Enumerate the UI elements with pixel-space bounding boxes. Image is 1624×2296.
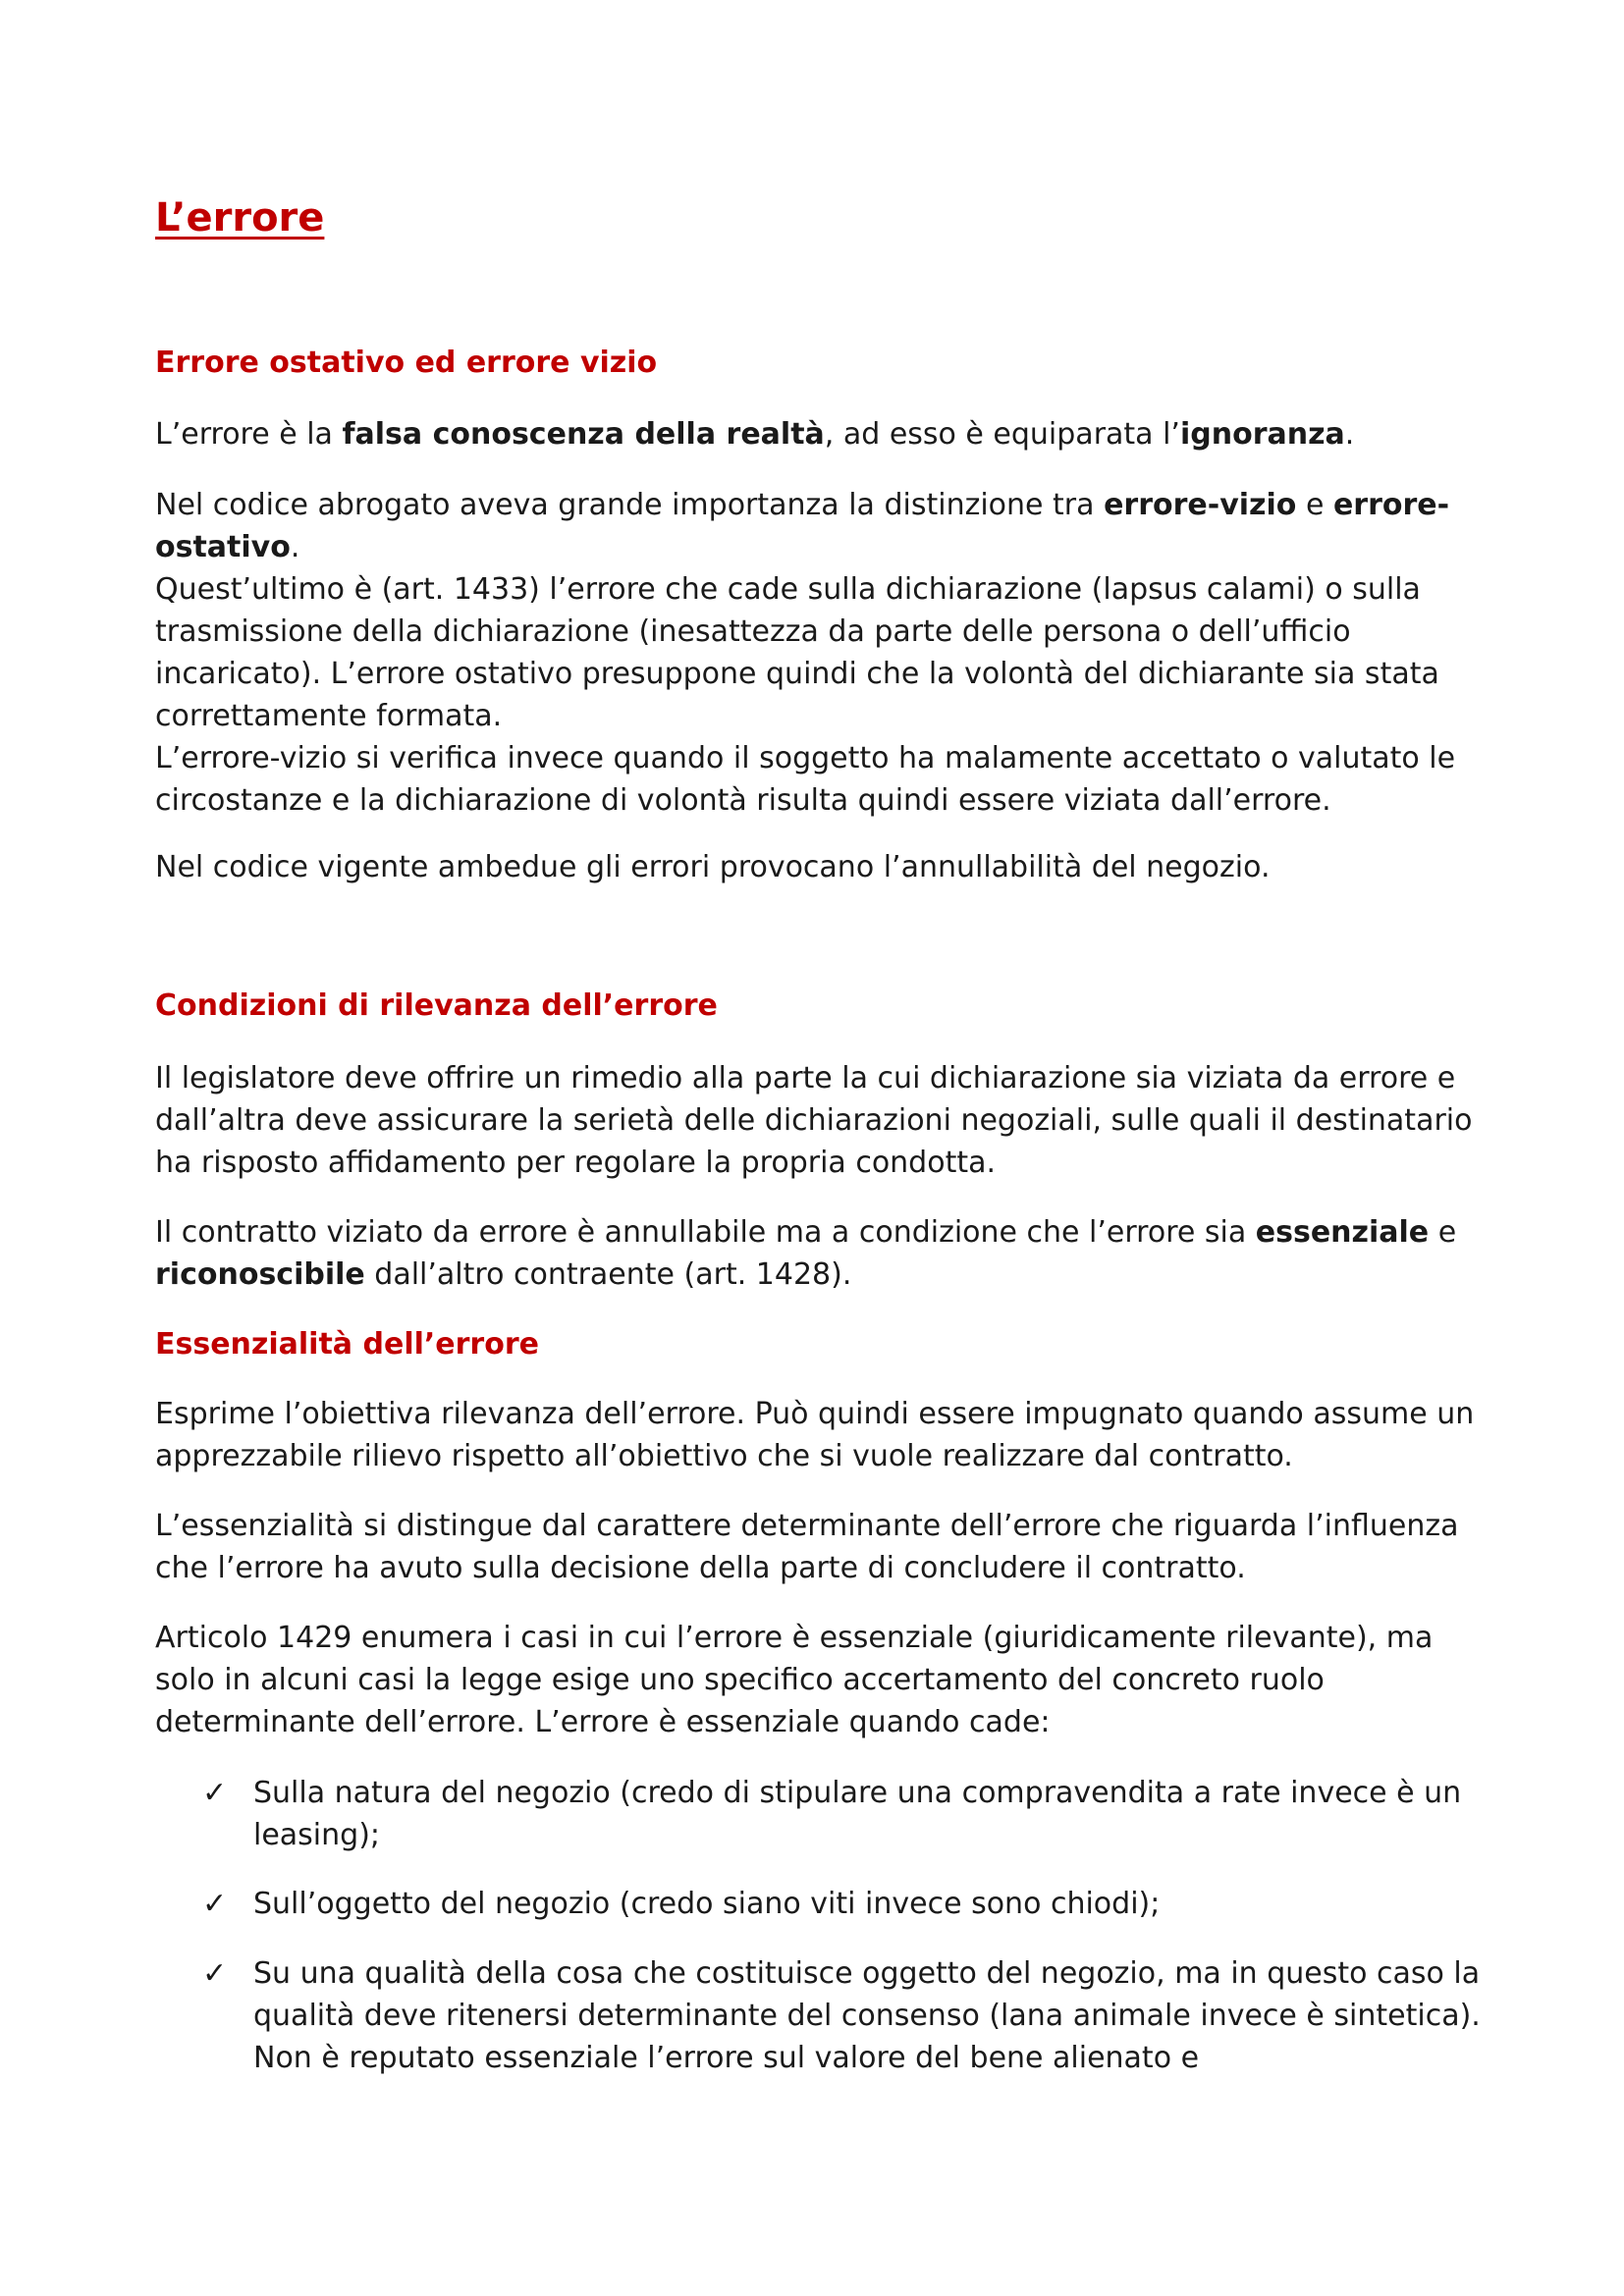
text-run: dall’altro contraente (art. 1428).: [364, 1257, 852, 1292]
bold-text: falsa conoscenza della realtà: [342, 417, 825, 452]
heading-errore-ostativo: Errore ostativo ed errore vizio: [155, 346, 658, 380]
paragraph-codice-vigente: Nel codice vigente ambedue gli errori provocano l’annullabilità del negozio.: [155, 850, 1271, 884]
bold-text: ignoranza: [1179, 417, 1345, 452]
checkmark-icon: ✓: [202, 1887, 228, 1921]
heading-condizioni-rilevanza: Condizioni di rilevanza dell’errore: [155, 988, 718, 1023]
list-item-text: Sull’oggetto del negozio (credo siano viti invece sono chiodi);: [253, 1887, 1161, 1921]
page-title: L’errore: [155, 195, 325, 240]
checkmark-icon: ✓: [202, 1776, 228, 1810]
paragraph-definizione: [155, 413, 1490, 455]
text-run: .: [290, 530, 300, 564]
list-item-text: Su una qualità della cosa che costituisce oggetto del negozio, ma in questo caso la qualità deve ritenersi determinante del consenso (lana animale invece è sintetica). Non è reputato essenziale l’errore sul valore del bene alienato e: [253, 1956, 1481, 2075]
text-run: Nel codice abrogato aveva grande importanza la distinzione tra: [155, 488, 1105, 522]
paragraph-articolo-1429: Articolo 1429 enumera i casi in cui l’errore è essenziale (giuridicamente rilevante), ma solo in alcuni casi la legge esige uno specifico accertamento del concreto ruolo determinante dell’errore. L’errore è essenziale quando cade:: [155, 1621, 1434, 1739]
paragraph-carattere-determinante: L’essenzialità si distingue dal carattere determinante dell’errore che riguarda l’influenza che l’errore ha avuto sulla decisione della parte di concludere il contratto.: [155, 1509, 1459, 1585]
checkmark-icon: ✓: [202, 1956, 228, 1991]
text-run: Quest’ultimo è (art. 1433) l’errore che cade sulla dichiarazione (lapsus calami) o sulla trasmissione della dichiarazione (inesattezza da parte delle persona o dell’ufficio incaricato). L’errore ostativo presuppone quindi che la volontà del dichiarante sia stata correttamente formata.: [155, 572, 1439, 733]
list-item: [155, 1883, 1490, 1925]
text-run: L’errore-vizio si verifica invece quando il soggetto ha malamente accettato o valutato le circostanze e la dichiarazione di volontà risulta quindi essere viziata dall’errore.: [155, 741, 1456, 818]
paragraph-contratto-annullabile: [155, 1211, 1490, 1296]
text-run: .: [1344, 417, 1355, 452]
bold-text: errore-ostativo: [155, 488, 1450, 564]
list-item: [155, 1952, 1490, 2079]
text-run: e: [1429, 1215, 1457, 1250]
bold-text: errore-vizio: [1104, 488, 1297, 522]
text-run: L’errore è la: [155, 417, 343, 452]
list-item-text: Sulla natura del negozio (credo di stipulare una compravendita a rate invece è un leasing);: [253, 1776, 1462, 1852]
paragraph-obiettiva-rilevanza: Esprime l’obiettiva rilevanza dell’errore. Può quindi essere impugnato quando assume un apprezzabile rilievo rispetto all’obiettivo che si vuole realizzare dal contratto.: [155, 1397, 1475, 1473]
text-run: e: [1296, 488, 1333, 522]
list-item: [155, 1772, 1490, 1856]
heading-essenzialita: Essenzialità dell’errore: [155, 1327, 539, 1362]
text-run: Il contratto viziato da errore è annullabile ma a condizione che l’errore sia: [155, 1215, 1256, 1250]
bullet-list-casi-essenziali: [155, 1772, 1490, 2079]
paragraph-codice-abrogato: [155, 484, 1490, 822]
paragraph-legislatore: Il legislatore deve offrire un rimedio alla parte la cui dichiarazione sia viziata da errore e dall’altra deve assicurare la serietà delle dichiarazioni negoziali, sulle quali il destinatario ha risposto affidamento per regolare la propria condotta.: [155, 1061, 1473, 1180]
text-run: , ad esso è equiparata l’: [824, 417, 1180, 452]
bold-text: essenziale: [1255, 1215, 1430, 1250]
bold-text: riconoscibile: [155, 1257, 365, 1292]
